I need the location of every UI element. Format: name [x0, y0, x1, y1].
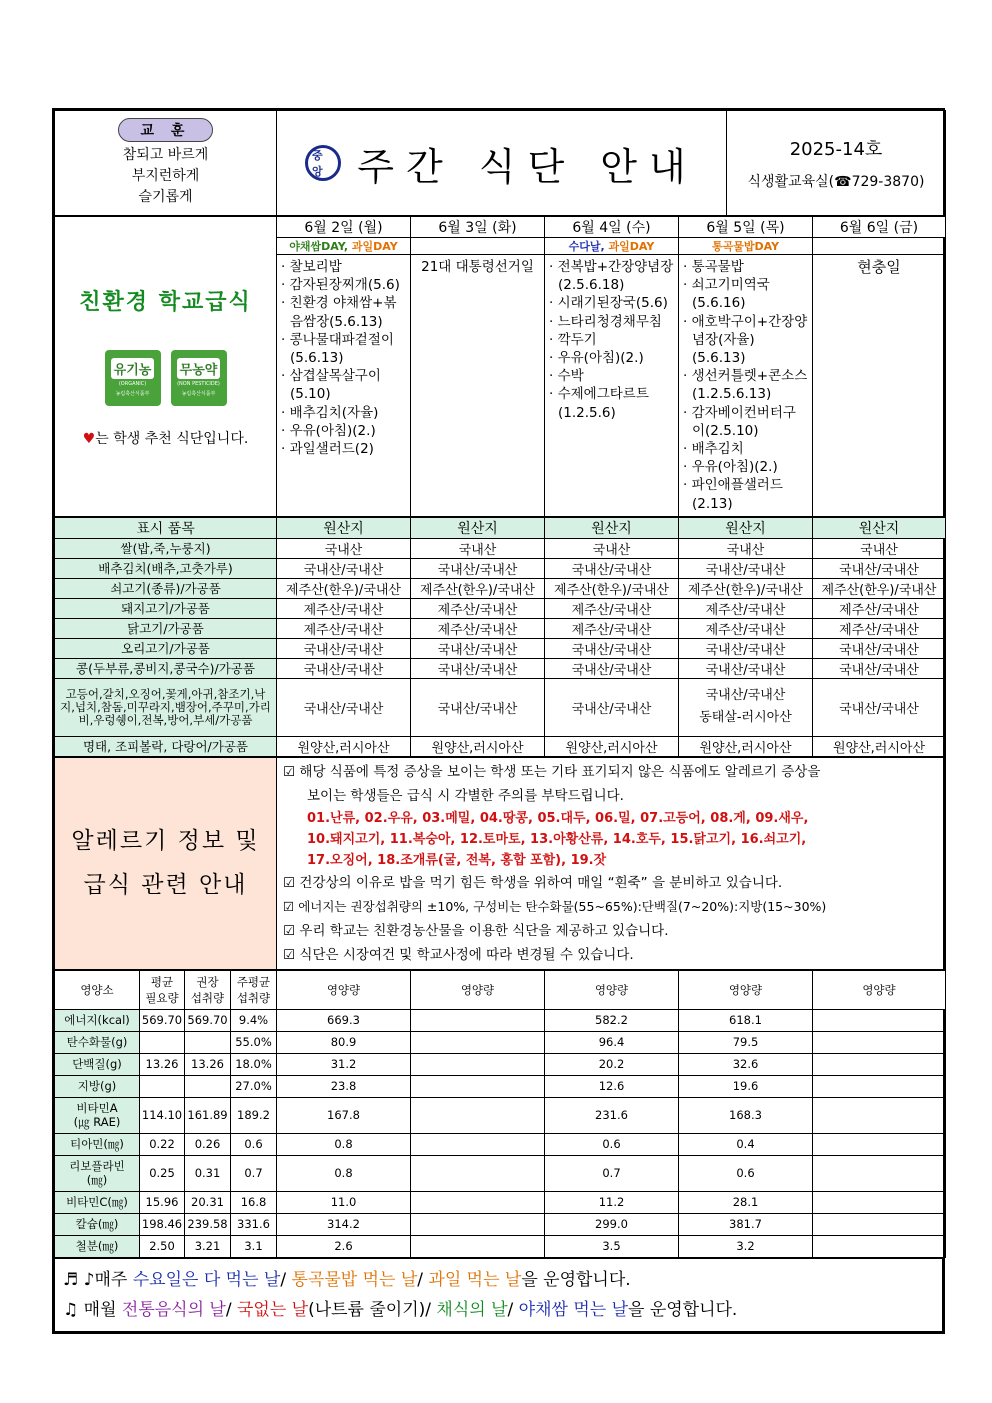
origin-head: 원산지	[813, 517, 946, 538]
nutrient-day-value: 0.8	[277, 1133, 411, 1155]
recommend-note: ♥는 학생 추천 식단입니다.	[82, 430, 249, 447]
nutrient-day-value: 3.5	[545, 1235, 679, 1257]
office-contact: 식생활교육실(☎729-3870)	[747, 174, 925, 190]
checkbox-icon: ☑	[283, 763, 296, 780]
header-table	[54, 110, 946, 216]
nutrient-day-value: 582.2	[545, 1009, 679, 1031]
menu-item: · 찰보리밥	[281, 258, 406, 276]
title-cell	[277, 111, 727, 216]
origin-table	[54, 517, 946, 757]
pesticide-free-logo-icon: 무농약 (NON PESTICIDE) 농림축산식품부	[171, 350, 227, 406]
origin-label: 닭고기/가공품	[55, 618, 277, 638]
origin-cell: 제주산/국내산	[411, 618, 545, 638]
nutrient-name: 티아민(㎎)	[55, 1133, 140, 1155]
origin-cell: 제주산(한우)/국내산	[813, 578, 946, 598]
nutrient-avg: 13.26	[140, 1053, 185, 1075]
origin-cell: 국내산/국내산	[813, 638, 946, 658]
menu-item: · 생선커틀렛+콘소스(1.2.5.6.13)	[683, 367, 808, 403]
nutrient-week: 9.4%	[231, 1009, 277, 1031]
nutrient-name: 탄수화물(g)	[55, 1031, 140, 1053]
nutrient-week: 0.7	[231, 1155, 277, 1191]
menu-item: · 콩나물대파겉절이(5.6.13)	[281, 331, 406, 367]
origin-cell: 국내산/국내산 동태살-러시아산	[679, 678, 813, 736]
nutrient-name: 리보플라빈 (㎎)	[55, 1155, 140, 1191]
nutrient-day-value	[411, 1097, 545, 1133]
notice-item: ☑ 해당 식품에 특정 증상을 보이는 학생 또는 기타 표기되지 않은 식품에도 알레르기 증상을	[283, 763, 821, 780]
menu-item: · 감자된장찌개(5.6)	[281, 276, 406, 294]
origin-cell: 원양산,러시아산	[813, 736, 946, 756]
nutrition-head: 영양량	[411, 970, 545, 1009]
origin-cell: 제주산(한우)/국내산	[679, 578, 813, 598]
nutrient-day-value: 79.5	[679, 1031, 813, 1053]
nutrient-day-value	[411, 1075, 545, 1097]
nutrient-day-value: 231.6	[545, 1097, 679, 1133]
origin-label: 콩(두부류,콩비지,콩국수)/가공품	[55, 658, 277, 678]
origin-cell: 원양산,러시아산	[545, 736, 679, 756]
holiday-note: 21대 대통령선거일	[421, 259, 534, 275]
origin-cell: 제주산(한우)/국내산	[411, 578, 545, 598]
nutrient-avg: 569.70	[140, 1009, 185, 1031]
nutrient-name: 에너지(kcal)	[55, 1009, 140, 1031]
origin-cell: 국내산/국내산	[545, 658, 679, 678]
nutrient-week: 18.0%	[231, 1053, 277, 1075]
day-date: 6월 3일 (화)	[411, 217, 545, 238]
day-date: 6월 4일 (수)	[545, 217, 679, 238]
origin-cell: 제주산/국내산	[545, 598, 679, 618]
menu-item: · 우유(아침)(2.)	[683, 458, 808, 476]
nutrient-day-value: 0.8	[277, 1155, 411, 1191]
nutrient-day-value	[813, 1075, 946, 1097]
nutrient-day-value	[411, 1133, 545, 1155]
checkbox-icon: ☑	[283, 946, 296, 963]
nutrient-day-value: 11.2	[545, 1191, 679, 1213]
menu-item: · 우유(아침)(2.)	[281, 422, 406, 440]
nutrient-day-value: 0.4	[679, 1133, 813, 1155]
motto-line: 부지런하게	[131, 168, 200, 184]
organic-logo-icon: 유기농 (ORGANIC) 농림축산식품부	[105, 350, 161, 406]
allergy-table	[54, 757, 946, 970]
nutrient-rec: 0.31	[185, 1155, 231, 1191]
footer-line-1: ♬ ♪매주 수요일은 다 먹는 날/ 통곡물밥 먹는 날/ 과일 먹는 날을 운영합니다.	[63, 1269, 631, 1290]
day-event: 통곡물밥DAY	[679, 238, 813, 255]
nutrition-head: 영양소	[55, 970, 140, 1009]
origin-label: 돼지고기/가공품	[55, 598, 277, 618]
notice-item: ☑ 건강상의 이유로 밥을 먹기 힘든 학생을 위하여 매일 “흰죽” 을 분비하고 있습니다.	[283, 874, 783, 891]
nutrient-day-value: 19.6	[679, 1075, 813, 1097]
nutrient-avg: 198.46	[140, 1213, 185, 1235]
nutrient-day-value: 31.2	[277, 1053, 411, 1075]
day-event: 야채쌈DAY, 과일DAY	[277, 238, 411, 255]
nutrient-day-value: 618.1	[679, 1009, 813, 1031]
menu-item: · 삼겹살목살구이(5.10)	[281, 367, 406, 403]
menu-item: · 우유(아침)(2.)	[549, 349, 674, 367]
origin-cell: 국내산/국내산	[277, 638, 411, 658]
origin-label: 오리고기/가공품	[55, 638, 277, 658]
day-menu	[545, 255, 679, 517]
menu-item: · 파인애플샐러드(2.13)	[683, 476, 808, 512]
origin-head: 원산지	[679, 517, 813, 538]
nutrient-avg: 0.22	[140, 1133, 185, 1155]
menu-item: · 전복밥+간장양념장(2.5.6.18)	[549, 258, 674, 294]
nutrition-head: 영양량	[277, 970, 411, 1009]
origin-cell: 국내산	[411, 538, 545, 558]
motto-line: 참되고 바르게	[122, 147, 209, 163]
menu-item: · 배추김치(자율)	[281, 404, 406, 422]
nutrition-head: 영양량	[813, 970, 946, 1009]
origin-label: 배추김치(배추,고춧가루)	[55, 558, 277, 578]
nutrient-day-value	[411, 1053, 545, 1075]
origin-cell: 국내산/국내산	[411, 558, 545, 578]
origin-cell: 국내산/국내산	[545, 678, 679, 736]
origin-cell: 제주산/국내산	[679, 598, 813, 618]
nutrient-rec: 239.58	[185, 1213, 231, 1235]
page-title: 주간 식단 안내	[357, 144, 698, 189]
heart-icon: ♥	[82, 430, 96, 447]
origin-cell: 국내산/국내산	[679, 638, 813, 658]
nutrient-day-value	[813, 1213, 946, 1235]
nutrient-day-value: 23.8	[277, 1075, 411, 1097]
nutrient-day-value: 96.4	[545, 1031, 679, 1053]
origin-cell: 국내산/국내산	[411, 678, 545, 736]
allergen-list: 17.오징어, 18.조개류(굴, 전복, 홍합 포함), 19.잣	[307, 852, 607, 868]
origin-cell: 국내산/국내산	[813, 678, 946, 736]
nutrient-day-value: 0.6	[679, 1155, 813, 1191]
motto-badge: 교 훈	[118, 118, 214, 142]
nutrient-day-value	[813, 1097, 946, 1133]
issue-number: 2025-14호	[789, 139, 883, 160]
nutrient-rec: 161.89	[185, 1097, 231, 1133]
nutrient-day-value	[813, 1235, 946, 1257]
menu-item: · 수박	[549, 367, 674, 385]
nutrient-avg	[140, 1075, 185, 1097]
origin-cell: 국내산/국내산	[277, 658, 411, 678]
menu-item: · 수제에그타르트(1.2.5.6)	[549, 385, 674, 421]
allergy-title: 알레르기 정보 및 급식 관련 안내	[55, 757, 277, 969]
day-event: 수다날, 과일DAY	[545, 238, 679, 255]
notice-item: ☑ 우리 학교는 친환경농산물을 이용한 식단을 제공하고 있습니다.	[283, 922, 669, 939]
origin-cell: 제주산/국내산	[679, 618, 813, 638]
origin-cell: 제주산/국내산	[813, 618, 946, 638]
allergen-list: 10.돼지고기, 11.복숭아, 12.토마토, 13.아황산류, 14.호두, 15.닭고기, 16.쇠고기,	[307, 831, 807, 847]
origin-cell: 국내산/국내산	[545, 558, 679, 578]
checkbox-icon: ☑	[283, 874, 296, 891]
nutrient-avg: 2.50	[140, 1235, 185, 1257]
menu-item: · 과일샐러드(2)	[281, 440, 406, 458]
origin-cell: 국내산/국내산	[411, 658, 545, 678]
footer-line-2: ♫ 매월 전통음식의 날/ 국없는 날(나트륨 줄이기)/ 채식의 날/ 야채쌈 먹는 날을 운영합니다.	[63, 1299, 738, 1320]
origin-head: 원산지	[411, 517, 545, 538]
nutrition-head: 주평균 섭취량	[231, 970, 277, 1009]
nutrient-day-value	[813, 1155, 946, 1191]
origin-cell: 국내산/국내산	[679, 658, 813, 678]
allergy-notices: ☑ 해당 식품에 특정 증상을 보이는 학생 또는 기타 표기되지 않은 식품에도 알레르기 증상을 보이는 학생들은 급식 시 각별한 주의를 부탁드립니다. 01.난류, 02.우유, 03.메밀, 04.땅콩, 05.대두, 06.밀, 07.고등어, 08.게, 09.새우, 10.돼지고기, 11.복숭아, 12.토마토, 13.아황산류, 14.호두, 15.닭고기, 16.쇠고기, 17.오징어, 18.조개류(굴, 전복, 홍합 포함), 19.잣 ☑ 건강상의 이유로 밥을 먹기 힘든 학생을 위하여 매일 “흰죽” 을 분비하고 있습니다. ☑ 에너지는 권장섭취량의 ±10%, 구성비는 탄수화물(55~65%):단백질(7~20%):지방(15~30%) ☑ 우리 학교는 친환경농산물을 이용한 식단을 제공하고 있습니다. ☑ 식단은 시장여건 및 학교사정에 따라 변경될 수 있습니다.	[277, 757, 946, 969]
motto-cell	[55, 111, 277, 216]
nutrient-day-value	[411, 1031, 545, 1053]
motto-line: 슬기롭게	[138, 189, 193, 205]
nutrient-avg: 15.96	[140, 1191, 185, 1213]
origin-cell: 제주산/국내산	[545, 618, 679, 638]
origin-cell: 국내산	[813, 538, 946, 558]
nutrient-rec: 0.26	[185, 1133, 231, 1155]
origin-head: 원산지	[277, 517, 411, 538]
eco-panel	[55, 217, 277, 517]
origin-cell: 국내산	[277, 538, 411, 558]
checkbox-icon: ☑	[283, 898, 295, 914]
nutrient-day-value: 11.0	[277, 1191, 411, 1213]
nutrient-name: 단백질(g)	[55, 1053, 140, 1075]
nutrient-day-value	[411, 1155, 545, 1191]
day-menu	[411, 255, 545, 517]
footer-table	[54, 1258, 943, 1332]
origin-cell: 제주산/국내산	[411, 598, 545, 618]
nutrient-day-value: 0.6	[545, 1133, 679, 1155]
nutrient-week: 331.6	[231, 1213, 277, 1235]
nutrient-day-value	[411, 1009, 545, 1031]
day-menu	[277, 255, 411, 517]
nutrient-rec: 569.70	[185, 1009, 231, 1031]
origin-label: 쌀(밥,죽,누룽지)	[55, 538, 277, 558]
nutrient-week: 0.6	[231, 1133, 277, 1155]
nutrient-rec: 13.26	[185, 1053, 231, 1075]
nutrient-name: 지방(g)	[55, 1075, 140, 1097]
origin-cell: 제주산/국내산	[813, 598, 946, 618]
menu-item: · 쇠고기미역국(5.6.16)	[683, 276, 808, 312]
menu-item: · 감자베이컨버터구이(2.5.10)	[683, 404, 808, 440]
day-event	[813, 238, 946, 255]
origin-cell: 국내산/국내산	[813, 558, 946, 578]
day-date: 6월 2일 (월)	[277, 217, 411, 238]
menu-item: · 친환경 야채쌈+볶음쌈장(5.6.13)	[281, 294, 406, 330]
origin-head-label: 표시 품목	[55, 517, 277, 538]
eco-title: 친환경 학교급식	[79, 289, 252, 315]
nutrient-day-value: 28.1	[679, 1191, 813, 1213]
nutrient-rec: 3.21	[185, 1235, 231, 1257]
nutrient-day-value: 2.6	[277, 1235, 411, 1257]
nutrient-week: 55.0%	[231, 1031, 277, 1053]
nutrient-rec	[185, 1031, 231, 1053]
day-date: 6월 6일 (금)	[813, 217, 946, 238]
menu-item: · 깍두기	[549, 331, 674, 349]
nutrient-day-value	[813, 1009, 946, 1031]
origin-cell: 국내산/국내산	[545, 638, 679, 658]
origin-cell: 원양산,러시아산	[679, 736, 813, 756]
nutrient-day-value	[411, 1213, 545, 1235]
nutrient-day-value: 669.3	[277, 1009, 411, 1031]
nutrient-week: 16.8	[231, 1191, 277, 1213]
day-menu	[813, 255, 946, 517]
nutrient-week: 27.0%	[231, 1075, 277, 1097]
menu-item: · 애호박구이+간장양념장(자율)(5.6.13)	[683, 313, 808, 368]
origin-pollock-label: 명태, 조피볼락, 다랑어/가공품	[55, 736, 277, 756]
day-menu	[679, 255, 813, 517]
nutrition-head: 평균 필요량	[140, 970, 185, 1009]
nutrient-day-value	[813, 1191, 946, 1213]
origin-cell: 제주산(한우)/국내산	[545, 578, 679, 598]
allergen-list: 01.난류, 02.우유, 03.메밀, 04.땅콩, 05.대두, 06.밀, 07.고등어, 08.게, 09.새우,	[307, 810, 809, 826]
nutrient-day-value: 32.6	[679, 1053, 813, 1075]
origin-seafood-label: 고등어,갈치,오징어,꽃게,아귀,참조기,낙지,넙치,참돔,미꾸라지,뱀장어,주꾸미,가리비,우렁쉥이,전복,방어,부세/가공품	[55, 678, 277, 736]
nutrient-avg: 114.10	[140, 1097, 185, 1133]
origin-cell: 국내산/국내산	[411, 638, 545, 658]
origin-cell: 원양산,러시아산	[277, 736, 411, 756]
notice-item: ☑ 식단은 시장여건 및 학교사정에 따라 변경될 수 있습니다.	[283, 946, 634, 963]
nutrient-day-value: 20.2	[545, 1053, 679, 1075]
nutrient-day-value: 3.2	[679, 1235, 813, 1257]
menu-item: · 배추김치	[683, 440, 808, 458]
origin-cell: 국내산/국내산	[277, 678, 411, 736]
nutrient-week: 189.2	[231, 1097, 277, 1133]
weekly-menu-sheet	[52, 108, 945, 1334]
origin-cell: 제주산/국내산	[277, 618, 411, 638]
nutrient-day-value: 168.3	[679, 1097, 813, 1133]
origin-cell: 국내산	[679, 538, 813, 558]
origin-cell: 제주산/국내산	[277, 598, 411, 618]
notice-item: ☑ 에너지는 권장섭취량의 ±10%, 구성비는 탄수화물(55~65%):단백질(7~20%):지방(15~30%)	[283, 898, 827, 914]
origin-head: 원산지	[545, 517, 679, 538]
nutrient-name: 비타민C(㎎)	[55, 1191, 140, 1213]
menu-table	[54, 216, 946, 517]
origin-cell: 제주산(한우)/국내산	[277, 578, 411, 598]
nutrition-head: 영양량	[679, 970, 813, 1009]
holiday-note: 현충일	[857, 258, 901, 276]
nutrient-day-value: 381.7	[679, 1213, 813, 1235]
nutrient-day-value	[813, 1053, 946, 1075]
menu-item: · 느타리청경채무침	[549, 313, 674, 331]
nutrient-day-value: 314.2	[277, 1213, 411, 1235]
school-emblem-icon: 중앙	[305, 145, 341, 181]
nutrient-day-value	[411, 1191, 545, 1213]
nutrient-rec	[185, 1075, 231, 1097]
nutrient-avg: 0.25	[140, 1155, 185, 1191]
origin-label: 쇠고기(종류)/가공품	[55, 578, 277, 598]
nutrition-head: 영양량	[545, 970, 679, 1009]
footer-notice	[55, 1258, 943, 1331]
origin-cell: 원양산,러시아산	[411, 736, 545, 756]
nutrient-day-value: 12.6	[545, 1075, 679, 1097]
nutrient-day-value: 299.0	[545, 1213, 679, 1235]
nutrient-day-value	[813, 1133, 946, 1155]
day-date: 6월 5일 (목)	[679, 217, 813, 238]
nutrient-avg	[140, 1031, 185, 1053]
menu-item: · 시래기된장국(5.6)	[549, 294, 674, 312]
origin-cell: 국내산/국내산	[813, 658, 946, 678]
nutrient-name: 비타민A (㎍ RAE)	[55, 1097, 140, 1133]
nutrient-name: 칼슘(㎎)	[55, 1213, 140, 1235]
nutrient-day-value: 167.8	[277, 1097, 411, 1133]
origin-cell: 국내산/국내산	[679, 558, 813, 578]
nutrient-rec: 20.31	[185, 1191, 231, 1213]
nutrient-week: 3.1	[231, 1235, 277, 1257]
nutrient-day-value: 80.9	[277, 1031, 411, 1053]
origin-cell: 국내산	[545, 538, 679, 558]
day-event	[411, 238, 545, 255]
nutrition-head: 권장 섭취량	[185, 970, 231, 1009]
issue-cell	[727, 111, 946, 216]
checkbox-icon: ☑	[283, 922, 296, 939]
nutrient-day-value: 0.7	[545, 1155, 679, 1191]
nutrient-day-value	[813, 1031, 946, 1053]
nutrient-name: 철분(㎎)	[55, 1235, 140, 1257]
origin-cell: 국내산/국내산	[277, 558, 411, 578]
nutrient-day-value	[411, 1235, 545, 1257]
nutrition-table	[54, 970, 946, 1258]
menu-item: · 통곡물밥	[683, 258, 808, 276]
